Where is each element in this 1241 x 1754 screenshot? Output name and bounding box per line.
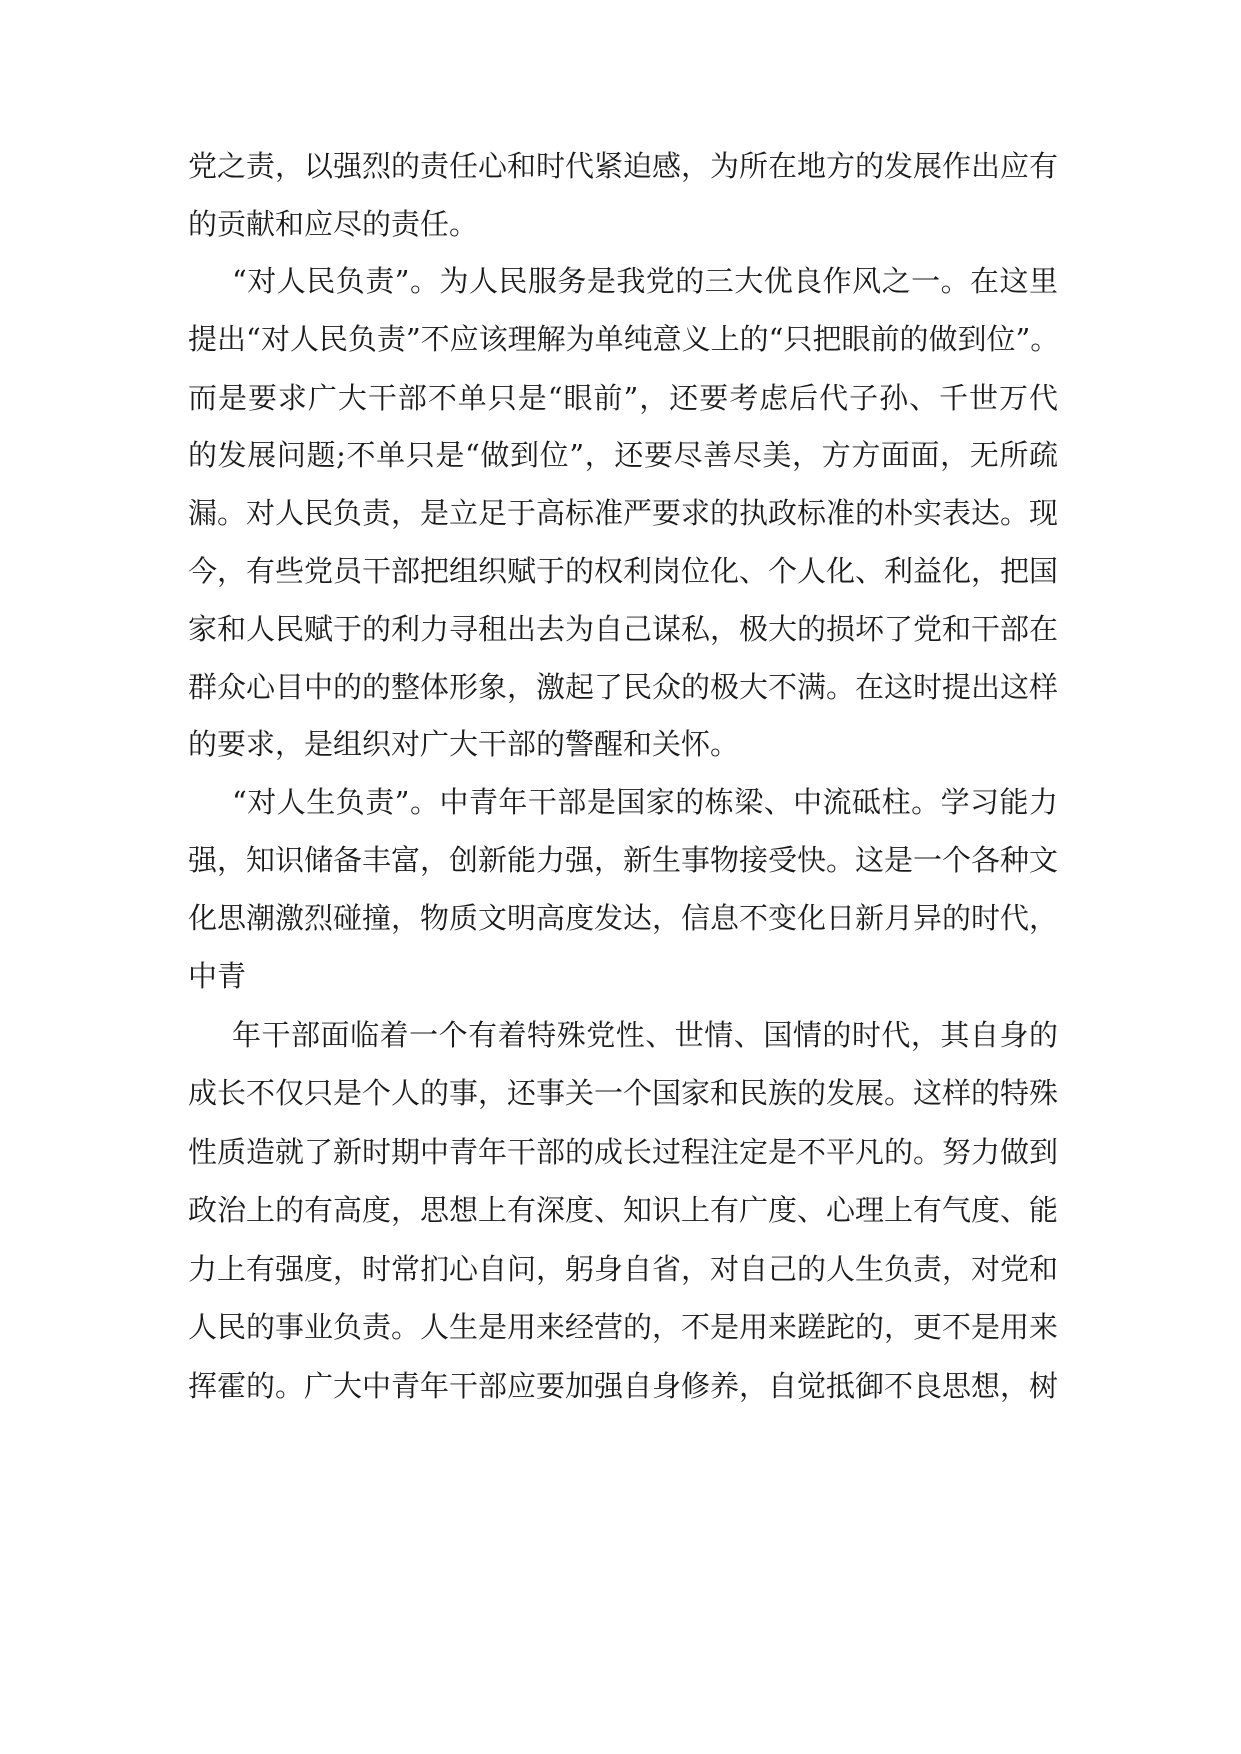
text-line: 而是要求广大干部不单只是“眼前”，还要考虑后代子孙、千世万代 (188, 381, 1058, 415)
text-line: 的发展问题;不单只是“做到位”，还要尽善尽美，方方面面，无所疏 (188, 438, 1058, 472)
text-line: 群众心目中的的整体形象，激起了民众的极大不满。在这时提出这样 (188, 670, 1059, 704)
text-line: 成长不仅只是个人的事，还事关一个国家和民族的发展。这样的特殊 (188, 1076, 1059, 1110)
text-line: “对人民负责”。为人民服务是我党的三大优良作风之一。在这里 (232, 264, 1058, 298)
text-line: 漏。对人民负责，是立足于高标准严要求的执政标准的朴实表达。现 (188, 496, 1059, 530)
text-line: 性质造就了新时期中青年干部的成长过程注定是不平凡的。努力做到 (188, 1135, 1059, 1169)
text-line: 家和人民赋于的利力寻租出去为自己谋私，极大的损坏了党和干部在 (188, 612, 1059, 646)
text-line: 今，有些党员干部把组织赋于的权利岗位化、个人化、利益化，把国 (188, 554, 1059, 588)
text-line: 力上有强度，时常扪心自问，躬身自省，对自己的人生负责，对党和 (188, 1252, 1059, 1286)
text-line: 人民的事业负责。人生是用来经营的，不是用来蹉跎的，更不是用来 (188, 1310, 1059, 1344)
text-line: “对人生负责”。中青年干部是国家的栋梁、中流砥柱。学习能力 (232, 785, 1058, 819)
text-line: 中青 (188, 959, 247, 993)
text-line: 年干部面临着一个有着特殊党性、世情、国情的时代，其自身的 (232, 1018, 1058, 1052)
text-line: 党之责，以强烈的责任心和时代紧迫感，为所在地方的发展作出应有 (188, 149, 1059, 183)
text-line: 提出“对人民负责”不应该理解为单纯意义上的“只把眼前的做到位”。 (188, 322, 1060, 356)
text-line: 挥霍的。广大中青年干部应要加强自身修养，自觉抵御不良思想，树 (188, 1369, 1059, 1403)
text-line: 政治上的有高度，思想上有深度、知识上有广度、心理上有气度、能 (188, 1193, 1059, 1227)
text-line: 强，知识储备丰富，创新能力强，新生事物接受快。这是一个各种文 (188, 843, 1059, 877)
text-line: 的贡献和应尽的责任。 (188, 207, 479, 241)
text-line: 的要求，是组织对广大干部的警醒和关怀。 (188, 727, 740, 761)
text-line: 化思潮激烈碰撞，物质文明高度发达，信息不变化日新月异的时代， (188, 901, 1059, 935)
